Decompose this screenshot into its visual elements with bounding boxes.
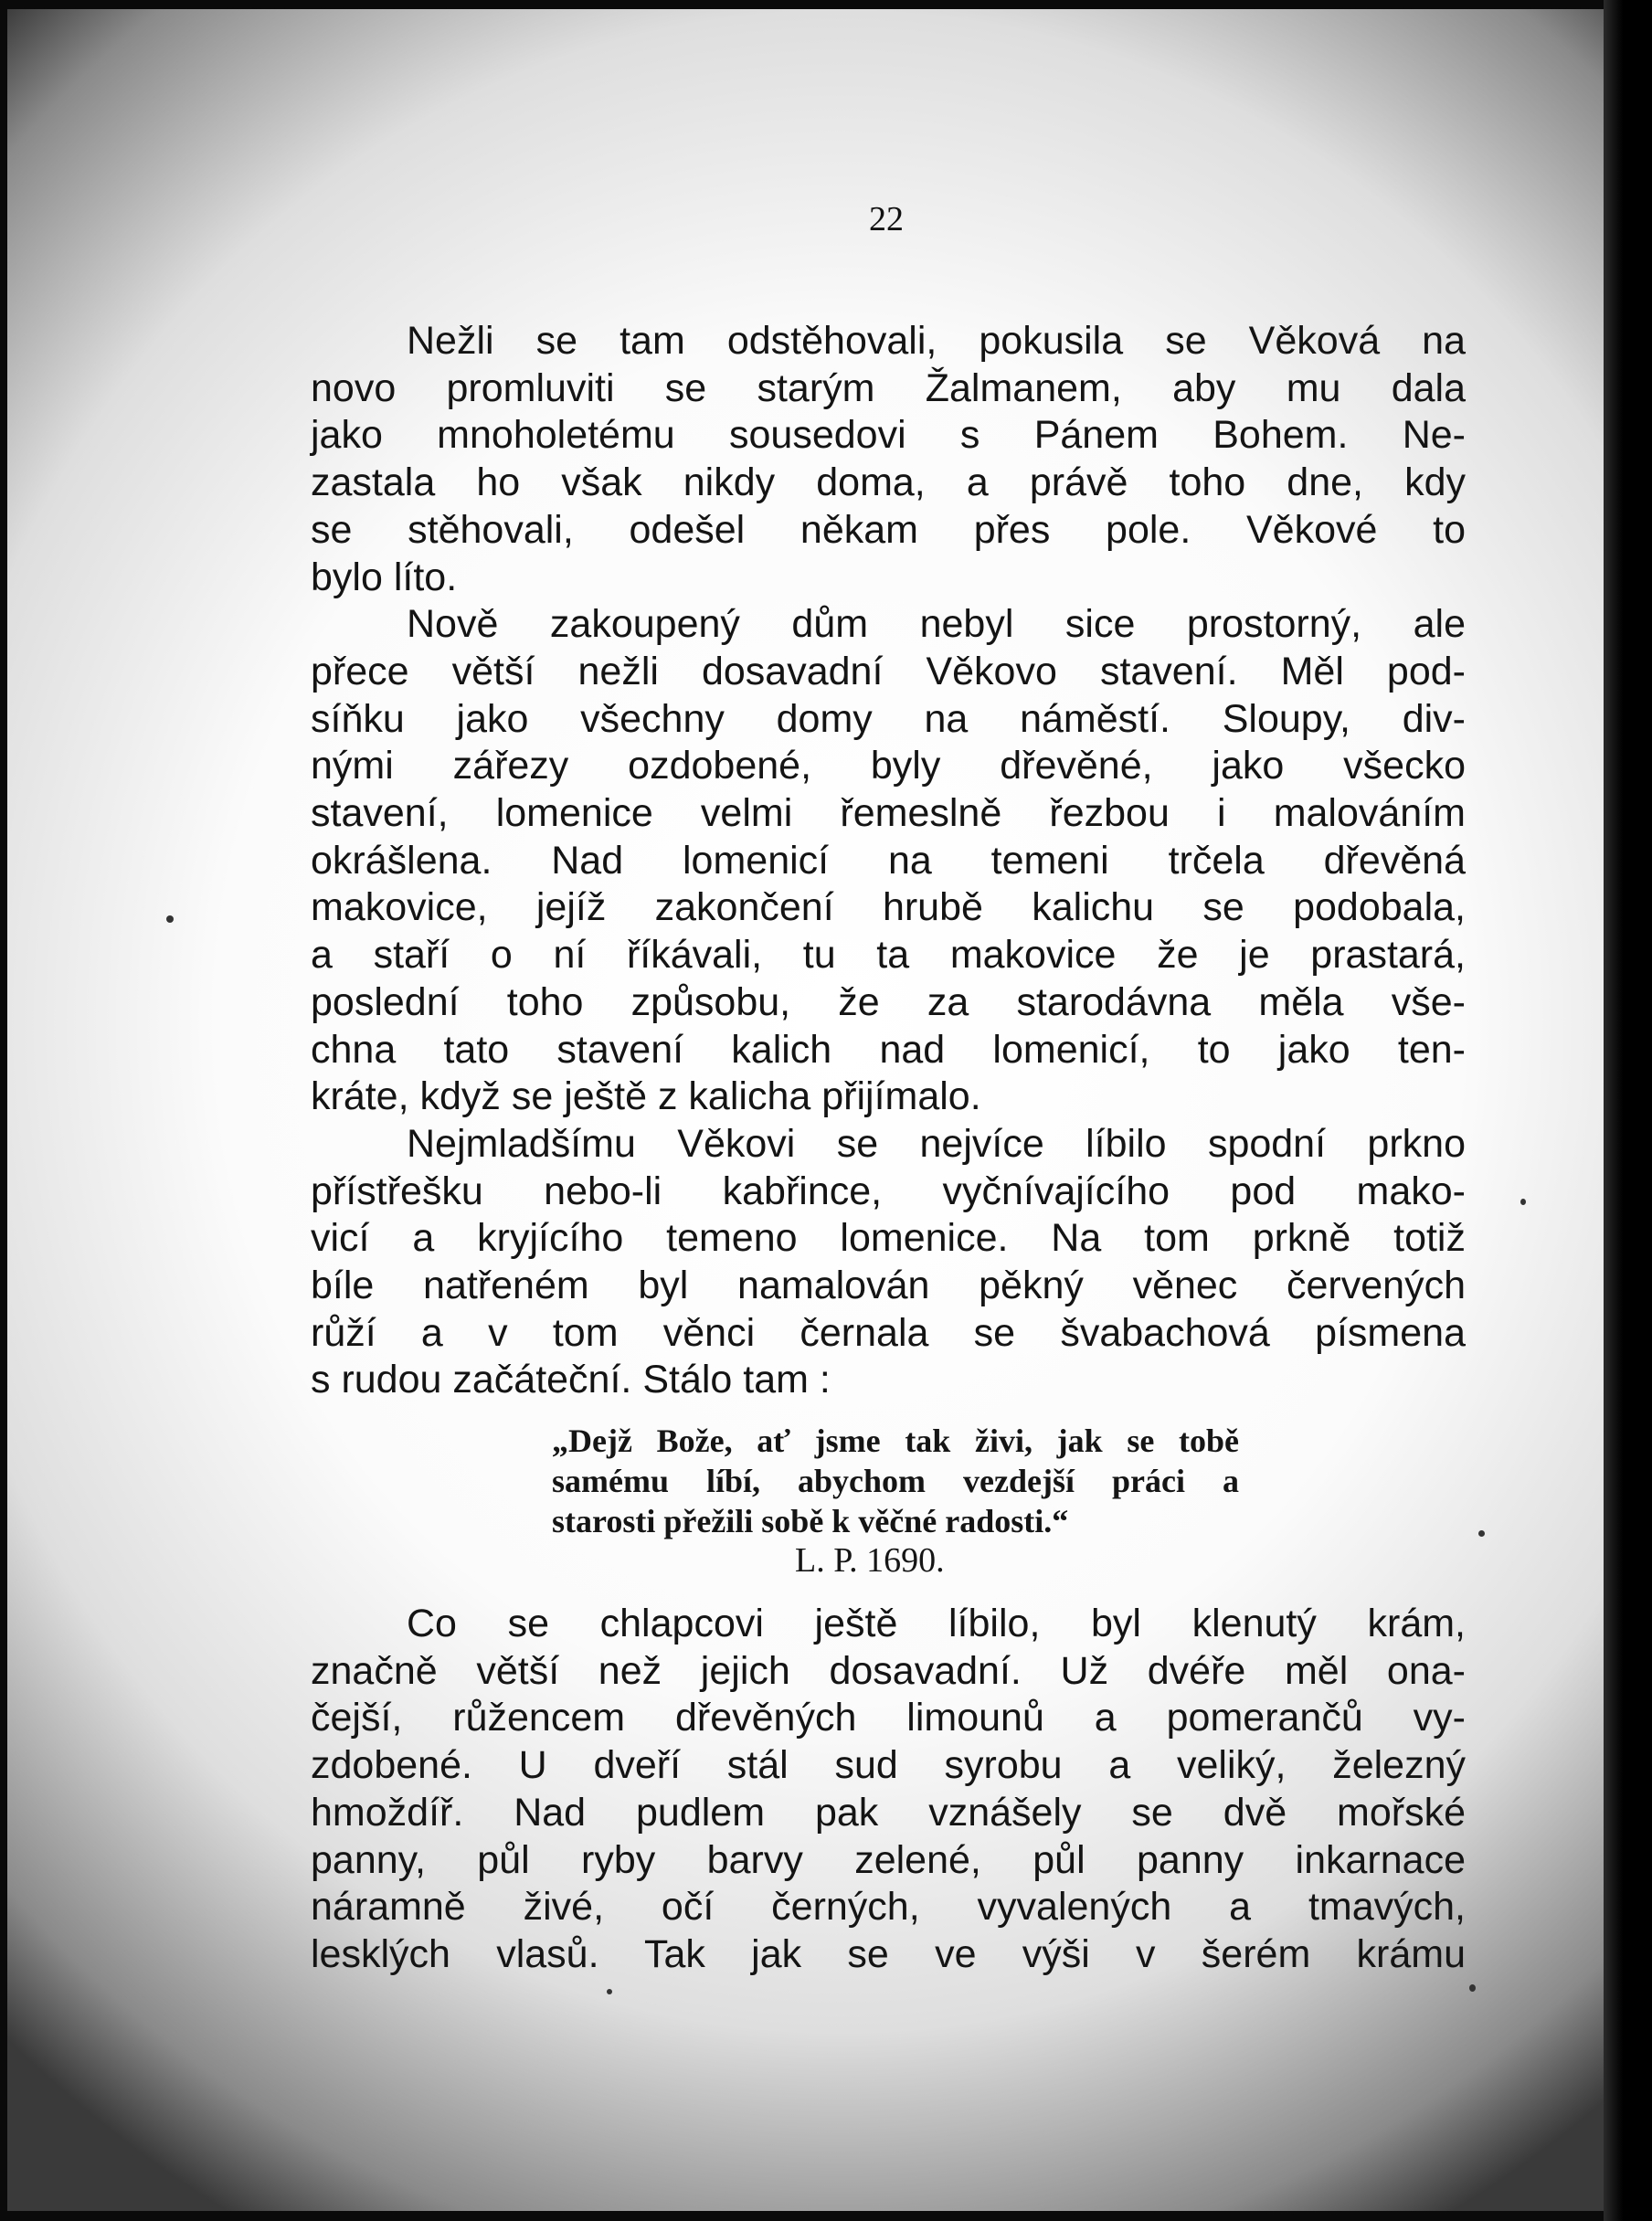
text-line: panny, půl ryby barvy zelené, půl panny inkarnace [311, 1837, 1466, 1882]
text-line: růží a v tom věnci černala se švabachová písmena [311, 1310, 1466, 1355]
text-line: se stěhovali, odešel někam přes pole. Věkové to [311, 507, 1466, 552]
ink-speck [166, 915, 174, 923]
quote-line: „Dejž Bože, ať jsme tak živi, jak se tobě [552, 1422, 1239, 1459]
inscription-date: L. P. 1690. [795, 1541, 945, 1580]
body-text-lower [311, 1601, 1466, 1979]
text-line: s rudou začáteční. Stálo tam : [311, 1358, 831, 1402]
text-line: síňku jako všechny domy na náměstí. Sloupy, div- [311, 696, 1466, 741]
text-line: zastala ho však nikdy doma, a právě toho dne, kdy [311, 460, 1466, 505]
text-line: bíle natřeném byl namalován pěkný věnec červených [311, 1264, 1466, 1308]
text-line: čejší, růžencem dřevěných limounů a pomerančů vy- [311, 1696, 1466, 1740]
text-line: přece větší nežli dosavadní Věkovo stavení. Měl pod- [311, 649, 1466, 693]
text-line: Nejmladšímu Věkovi se nejvíce líbilo spodní prkno [407, 1121, 1466, 1166]
text-line: jako mnoholetému sousedovi s Pánem Bohem. Ne- [311, 413, 1466, 458]
page-number: 22 [869, 200, 904, 238]
scan-edge-shadow [1604, 0, 1652, 2221]
text-line: Co se chlapcovi ještě líbilo, byl klenutý krám, [407, 1602, 1466, 1645]
text-line: značně větší než jejich dosavadní. Už dvéře měl ona- [311, 1648, 1466, 1693]
text-line: zdobené. U dveří stál sud syrobu a veliký, železný [311, 1743, 1466, 1788]
text-line: nými zářezy ozdobené, byly dřevěné, jako všecko [311, 744, 1466, 788]
text-line: Nově zakoupený dům nebyl sice prostorný, ale [407, 602, 1466, 647]
quote-line: samému líbí, abychom vezdejší práci a [552, 1463, 1239, 1499]
text-line: kráte, když se ještě z kalicha přijímalo. [311, 1074, 981, 1119]
text-line: stavení, lomenice velmi řemeslně řezbou i malováním [311, 791, 1466, 836]
body-text-upper [311, 318, 1466, 1404]
ink-speck [1520, 1199, 1526, 1205]
text-line: lesklých vlasů. Tak jak se ve výši v šerém krámu [311, 1931, 1466, 1976]
text-line: okrášlena. Nad lomenicí na temeni trčela dřevěná [311, 838, 1466, 883]
text-line: náramně živé, očí černých, vyvalených a tmavých, [311, 1885, 1466, 1930]
ink-speck [1469, 1984, 1476, 1992]
ink-speck [1478, 1530, 1485, 1537]
text-line: makovice, jejíž zakončení hrubě kalichu se podobala, [311, 885, 1466, 930]
inscription-quote [552, 1421, 1239, 1541]
text-line: Nežli se tam odstěhovali, pokusila se Věková na [407, 319, 1466, 363]
text-line: hmoždíř. Nad pudlem pak vznášely se dvě mořské [311, 1790, 1466, 1835]
text-line: přístřešku nebo-li kabřince, vyčnívajícího pod mako- [311, 1169, 1466, 1213]
quote-line: starosti přežili sobě k věčné radosti.“ [552, 1503, 1069, 1539]
ink-speck [607, 1989, 612, 1994]
text-line: chna tato stavení kalich nad lomenicí, to jako ten- [311, 1027, 1466, 1072]
text-line: novo promluviti se starým Žalmanem, aby mu dala [311, 365, 1466, 410]
text-line: bylo líto. [311, 555, 458, 599]
text-line: vicí a kryjícího temeno lomenice. Na tom prkně totiž [311, 1216, 1466, 1261]
text-line: a staří o ní říkávali, tu ta makovice že je prastará, [311, 933, 1466, 978]
text-line: poslední toho způsobu, že za starodávna měla vše- [311, 979, 1466, 1024]
